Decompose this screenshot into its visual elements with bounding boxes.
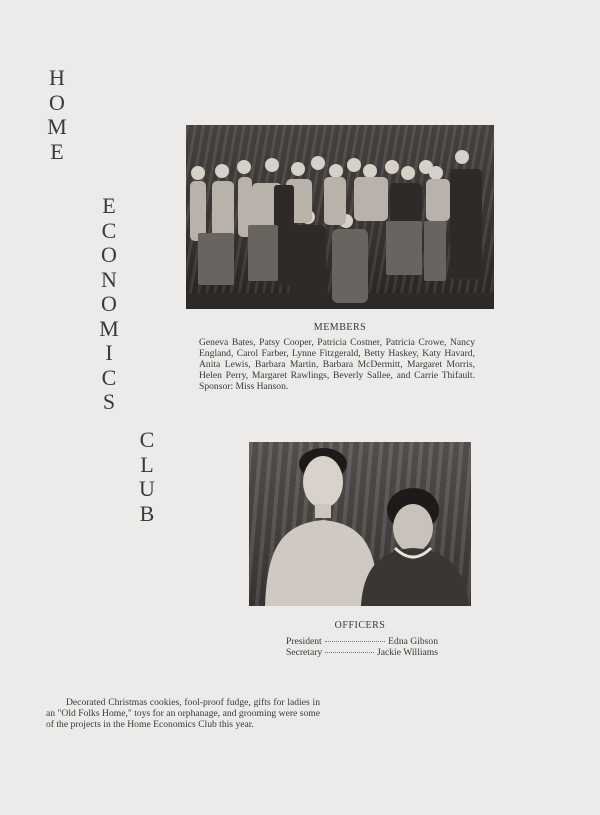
- officer-role: President: [286, 636, 322, 647]
- title-letter: U: [139, 476, 155, 501]
- leader-dots: [325, 641, 385, 642]
- title-letter: M: [47, 114, 67, 139]
- title-letter: C: [101, 364, 117, 390]
- officer-row-president: [286, 636, 438, 647]
- title-letter: C: [101, 217, 117, 243]
- projects-paragraph: Decorated Christmas cookies, fool-proof fudge, gifts for ladies in an "Old Folks Home," toys for an orphanage, and grooming were some of the projects in the Home Economics Club this year.: [46, 697, 320, 730]
- title-word-home: [46, 66, 68, 164]
- title-letter: C: [139, 427, 155, 452]
- officers-figures: [249, 442, 471, 606]
- title-letter: I: [105, 340, 113, 365]
- officer-name: Edna Gibson: [388, 636, 438, 647]
- title-letter: S: [102, 389, 116, 414]
- title-letter: B: [139, 500, 155, 526]
- title-letter: N: [101, 266, 117, 292]
- title-letter: H: [49, 65, 65, 90]
- members-heading: MEMBERS: [313, 322, 367, 333]
- title-letter: M: [99, 315, 119, 341]
- title-letter: O: [101, 242, 117, 267]
- title-word-economics: [98, 194, 120, 415]
- members-figures: [186, 125, 494, 309]
- officer-row-secretary: [286, 647, 438, 658]
- officer-name: Jackie Williams: [377, 647, 438, 658]
- title-letter: E: [102, 193, 116, 218]
- leader-dots: [325, 652, 374, 653]
- title-letter: E: [50, 138, 64, 164]
- officers-photo: [249, 442, 471, 606]
- officers-heading: OFFICERS: [334, 620, 386, 631]
- title-letter: L: [140, 451, 154, 477]
- title-letter: O: [49, 89, 65, 115]
- officers-list: [286, 636, 438, 658]
- title-letter: O: [101, 291, 117, 316]
- officer-role: Secretary: [286, 647, 323, 658]
- members-list-text: Geneva Bates, Patsy Cooper, Patricia Costner, Patricia Crowe, Nancy England, Carol Farber, Lynne Fitzgerald, Betty Haskey, Katy Havard, Anita Lewis, Barbara Martin, Barbara McDermitt, Margaret Morris, Helen Perry, Margaret Rawlings, Beverly Sallee, and Carrie Thifault. Sponsor: Miss Hanson.: [199, 337, 475, 392]
- title-word-club: [136, 428, 158, 526]
- members-group-photo: [186, 125, 494, 309]
